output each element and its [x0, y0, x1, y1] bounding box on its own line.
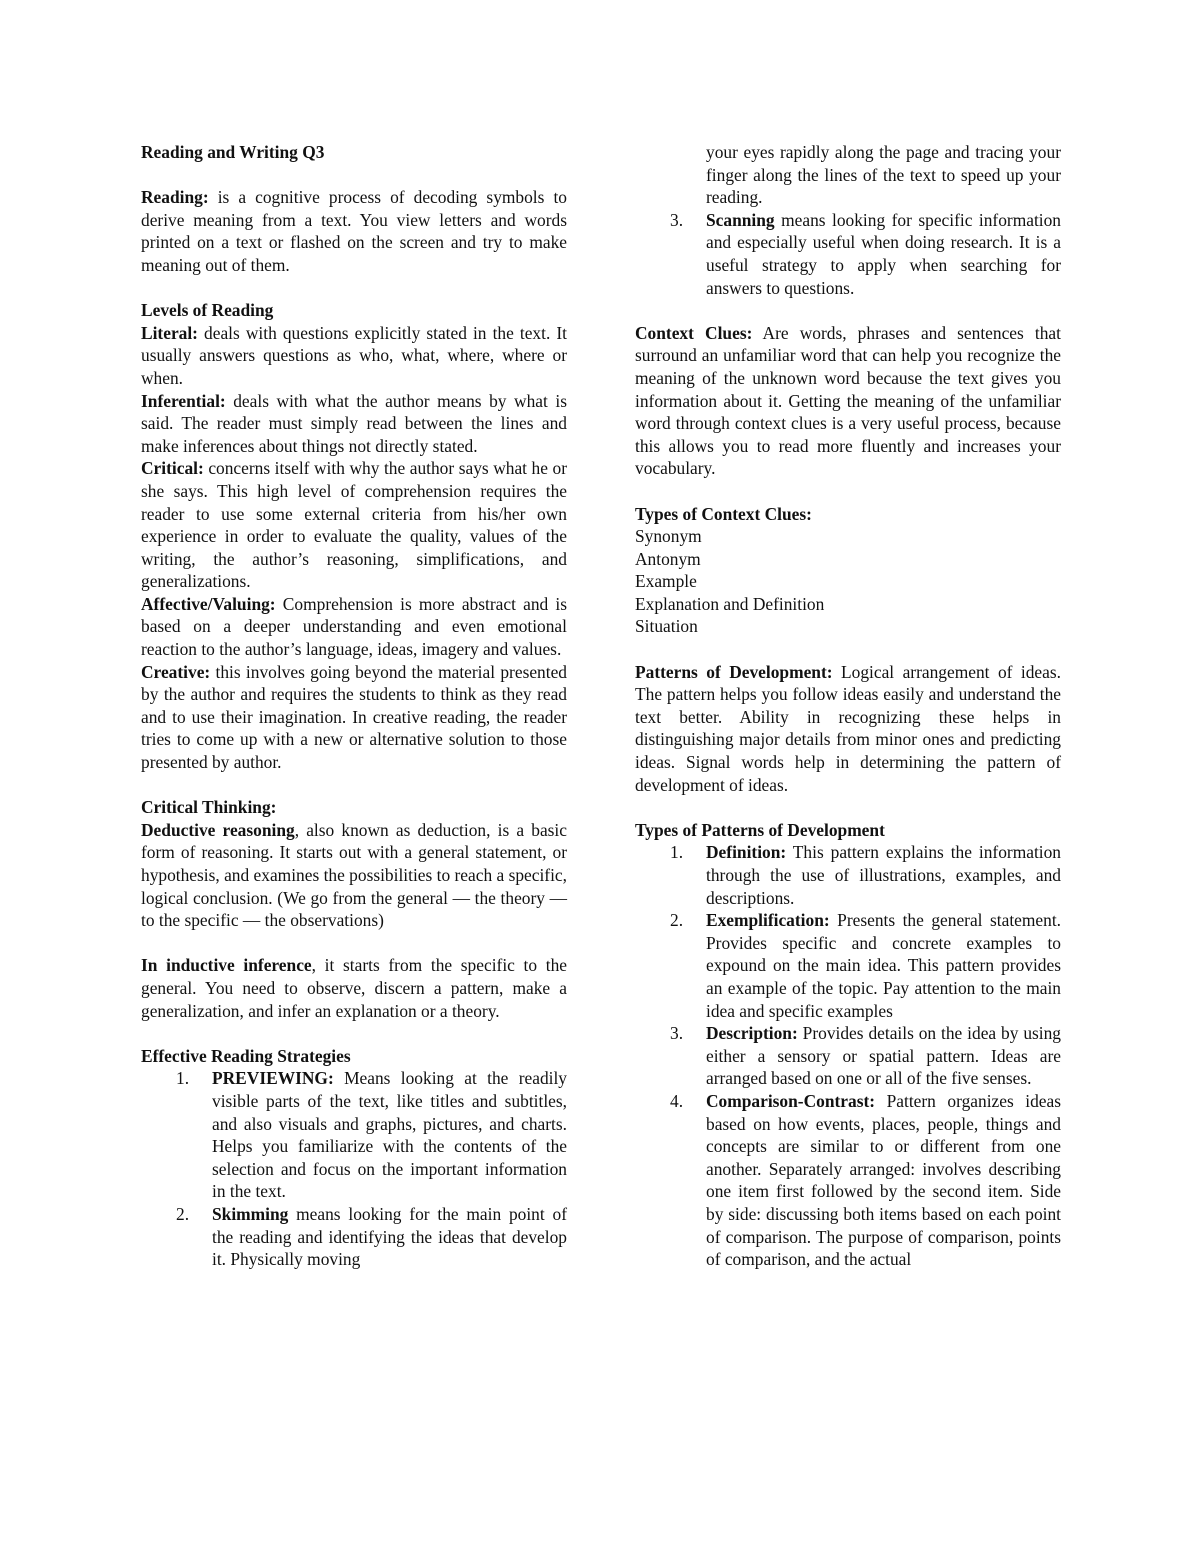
context-type-item: Synonym — [635, 526, 702, 547]
level-inferential: Inferential: deals with what the author means by what is said. The reader must simply read between the lines and make inferences about things not directly stated. — [141, 390, 567, 456]
context-type-item: Situation — [635, 616, 698, 637]
types-patterns-heading: Types of Patterns of Development — [635, 819, 885, 840]
strategy-skimming-continued: your eyes rapidly along the page and tracing your finger along the lines of the text to speed up your reading. — [706, 142, 1061, 208]
context-clues-definition: Context Clues: Are words, phrases and sentences that surround an unfamiliar word that can help you recognize the meaning of the unknown word because the text gives you information about it. Getting the meaning of the unfamiliar word through context clues is a very useful process, because this allows you to read more fluently and increases your vocabulary. — [635, 322, 1061, 479]
pattern-item-description: 3. Description: Provides details on the idea by using either a sensory or spatial pattern. Ideas are arranged based on one or all of the five senses. — [670, 1023, 1061, 1089]
deductive-reasoning: Deductive reasoning, also known as deduction, is a basic form of reasoning. It starts out with a general statement, or hypothesis, and examines the possibilities to reach a specific, logical conclusion. (We go from the general — the theory — to the specific — the observations) — [141, 819, 567, 931]
context-type-item: Antonym — [635, 548, 701, 569]
patterns-definition: Patterns of Development: Logical arrangement of ideas. The pattern helps you follow ideas easily and understand the text better. Ability in recognizing these helps in distinguishing major details from minor ones and predicting ideas. Signal words help in determining the pattern of development of ideas. — [635, 661, 1061, 795]
left-column — [141, 141, 567, 1271]
strategy-item-scanning: 3. Scanning means looking for specific information and especially useful when doing research. It is a useful strategy to apply when searching for answers to questions. — [670, 209, 1061, 298]
level-creative: Creative: this involves going beyond the material presented by the author and requires the students to think as they read and to use their imagination. In creative reading, the reader tries to come up with a new or alternative solution to those presented by author. — [141, 661, 567, 773]
level-literal: Literal: deals with questions explicitly stated in the text. It usually answers questions as who, what, where, where or when. — [141, 322, 567, 388]
critical-thinking-heading: Critical Thinking: — [141, 797, 277, 818]
strategy-item-skimming: 2. Skimming means looking for the main point of the reading and identifying the ideas that develop it. Physically moving — [176, 1203, 567, 1270]
strategy-item-previewing: 1. PREVIEWING: Means looking at the readily visible parts of the text, like titles and subtitles, and also visuals and graphs, pictures, and charts. Helps you familiarize with the contents of the selection and focus on the important information in the text. — [176, 1068, 567, 1202]
context-type-item: Example — [635, 571, 697, 592]
level-affective: Affective/Valuing: Comprehension is more abstract and is based on a deeper understanding and even emotional reaction to the author’s language, ideas, imagery and values. — [141, 593, 567, 660]
reading-definition: Reading: is a cognitive process of decoding symbols to derive meaning from a text. You view letters and words printed on a text or flashed on the screen and try to make meaning out of them. — [141, 187, 567, 275]
level-critical: Critical: concerns itself with why the author says what he or she says. This high level of comprehension requires the reader to use some external criteria from his/her own experience in order to evaluate the quality, values of the writing, the author’s reasoning, simplifications, and generalizations. — [141, 458, 567, 592]
pattern-item-exemplification: 2. Exemplification: Presents the general statement. Provides specific and concrete examples to expound on the main idea. This pattern provides an example of the topic. Pay attention to the main idea and specific examples — [670, 910, 1061, 1021]
context-type-item: Explanation and Definition — [635, 593, 825, 614]
right-column — [635, 141, 1061, 1271]
strategies-list-continued — [635, 209, 1061, 299]
types-context-heading: Types of Context Clues: — [635, 503, 812, 524]
strategies-heading: Effective Reading Strategies — [141, 1045, 351, 1066]
levels-heading: Levels of Reading — [141, 300, 274, 321]
pattern-item-comparison-contrast: 4. Comparison-Contrast: Pattern organizes ideas based on how events, places, people, things and concepts are similar to or different from one another. Separately arranged: involves describing one item first followed by the second item. Side by side: discussing both items based on each point of comparison. The purpose of comparison, points of comparison, and the actual — [670, 1090, 1061, 1270]
reading-term: Reading: — [141, 187, 209, 208]
inductive-inference: In inductive inference, it starts from the specific to the general. You need to observe, discern a pattern, make a generalization, and infer an explanation or a theory. — [141, 955, 567, 1021]
patterns-list — [635, 841, 1061, 1270]
document-title: Reading and Writing Q3 — [141, 142, 325, 162]
strategies-list — [141, 1067, 567, 1270]
pattern-item-definition: 1. Definition: This pattern explains the information through the use of illustrations, examples, and descriptions. — [670, 842, 1061, 908]
